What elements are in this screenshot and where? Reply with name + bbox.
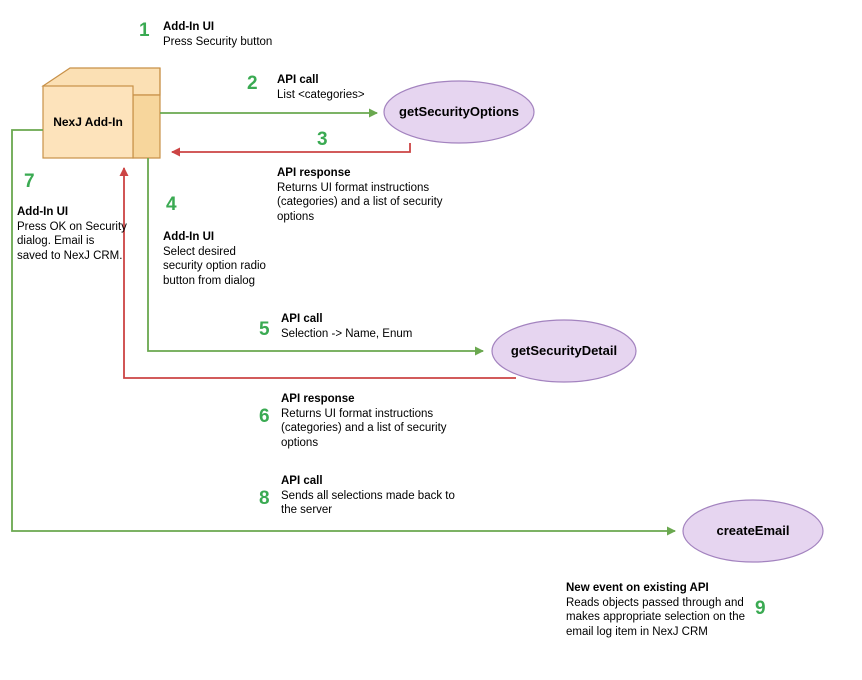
step-number-6: 6 <box>259 406 270 427</box>
annotation-1-body: Press Security button <box>163 35 273 48</box>
annotation-1-title: Add-In UI <box>163 21 215 33</box>
node-label-getsecurityoptions: getSecurityOptions <box>399 104 519 119</box>
step-number-4: 4 <box>166 194 177 215</box>
annotation-7-title: Add-In UI <box>17 206 69 218</box>
node-getsecuritydetail <box>492 320 636 382</box>
annotation-9 <box>566 581 761 639</box>
annotation-3-body: Returns UI format instructions (categories) and a list of security options <box>277 181 443 223</box>
annotation-8 <box>281 474 471 518</box>
node-label-getsecuritydetail: getSecurityDetail <box>510 343 618 358</box>
annotation-2 <box>277 73 467 102</box>
annotation-5-title: API call <box>281 313 323 325</box>
step-number-5: 5 <box>259 319 270 340</box>
step-number-7: 7 <box>24 171 35 192</box>
annotation-4-body: Select desired security option radio button from dialog <box>163 245 266 287</box>
step-number-8: 8 <box>259 488 270 509</box>
annotation-7 <box>17 205 127 263</box>
annotation-9-body: Reads objects passed through and makes appropriate selection on the email log item in NexJ CRM <box>566 596 745 638</box>
annotation-7-body: Press OK on Security dialog. Email is saved to NexJ CRM. <box>17 220 127 262</box>
annotation-8-title: API call <box>281 475 323 487</box>
node-label-createemail: createEmail <box>716 523 790 538</box>
step-number-1: 1 <box>139 20 150 41</box>
annotation-3 <box>277 166 467 224</box>
annotation-6-title: API response <box>281 393 355 405</box>
annotation-4-title: Add-In UI <box>163 231 215 243</box>
node-nexj-addin <box>43 68 160 158</box>
flow-api-response-3 <box>172 143 410 152</box>
annotation-9-title: New event on existing API <box>566 582 709 594</box>
annotation-2-body: List <categories> <box>277 88 365 101</box>
node-label-nexj-addin: NexJ Add-In <box>53 115 123 129</box>
step-number-9: 9 <box>755 598 766 619</box>
annotation-4 <box>163 230 273 288</box>
step-number-3: 3 <box>317 129 328 150</box>
annotation-5 <box>281 312 481 341</box>
step-number-2: 2 <box>247 73 258 94</box>
node-createemail <box>683 500 823 562</box>
annotation-6 <box>281 392 471 450</box>
annotation-1 <box>163 20 363 49</box>
annotation-8-body: Sends all selections made back to the server <box>281 489 455 516</box>
annotation-3-title: API response <box>277 167 351 179</box>
annotation-2-title: API call <box>277 74 319 86</box>
annotation-5-body: Selection -> Name, Enum <box>281 327 413 340</box>
annotation-6-body: Returns UI format instructions (categories) and a list of security options <box>281 407 447 449</box>
